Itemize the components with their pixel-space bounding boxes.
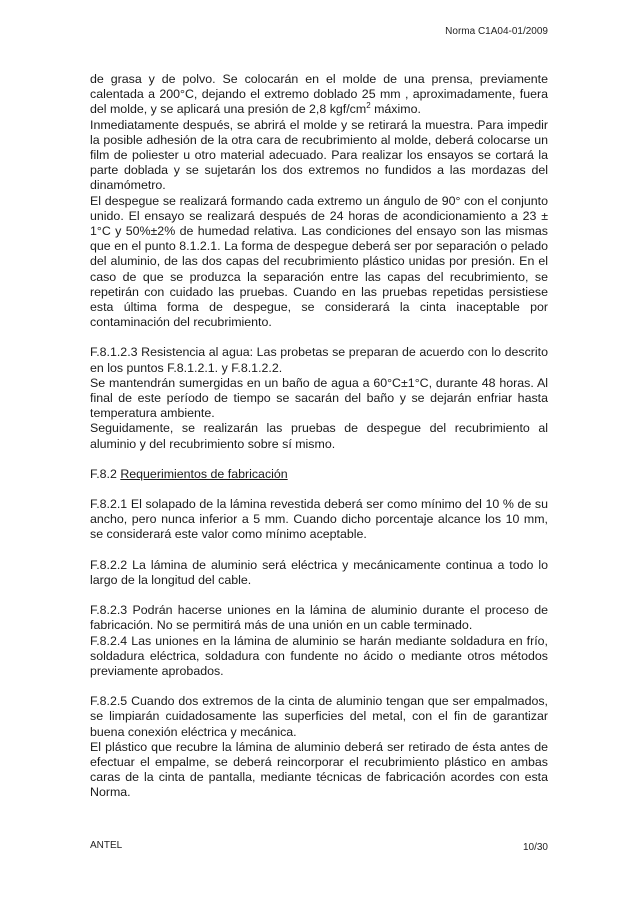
paragraph-text: máximo. <box>370 102 421 117</box>
paragraph-subsequent-tests: Seguidamente, se realizarán las pruebas de despegue del recubrimiento al aluminio y del recubrimiento sobre sí mismo. <box>90 421 548 451</box>
footer-organization: ANTEL <box>90 840 123 851</box>
section-title: Requerimientos de fabricación <box>120 466 288 481</box>
paragraph-open-mold: Inmediatamente después, se abrirá el molde y se retirará la muestra. Para impedir la posible adhesión de la otra cara de recubrimiento al molde, deberá colocarse un film de poliester u otro material adecuado. Para realizar los ensayos se cortará la parte doblada y se sujetarán los dos extremos no fundidos a las mordazas del dinamómetro. <box>90 117 548 193</box>
paragraph-f821: F.8.2.1 El solapado de la lámina revestida deberá ser como mínimo del 10 % de su ancho, pero nunca inferior a 5 mm. Cuando dicho porcentaje alcance los 10 mm, se considerará este valor como mínimo aceptable. <box>90 497 548 542</box>
paragraph-submerged: Se mantendrán sumergidas en un baño de agua a 60°C±1°C, durante 48 horas. Al final de este período de tiempo se sacarán del baño y se dejarán enfriar hasta temperatura ambiente. <box>90 375 548 421</box>
section-number: F.8.2 <box>90 466 121 481</box>
paragraph-f825: F.8.2.5 Cuando dos extremos de la cinta de aluminio tengan que ser empalmados, se limpiarán cuidadosamente las superficies del metal, con el fin de garantizar buena conexión eléctrica y mecánica. <box>90 694 548 739</box>
paragraph-text: de grasa y de polvo. Se colocarán en el molde de una prensa, previamente calentada a 200°C, dejando el extremo doblado 25 mm , aproximadamente, fuera del molde, y se aplicará una presión de 2,8 kgf/cm <box>90 72 548 117</box>
paragraph-molding <box>90 72 548 118</box>
paragraph-f823: F.8.2.3 Podrán hacerse uniones en la lámina de aluminio durante el proceso de fabricación. No se permitirá más de una unión en un cable terminado. <box>90 603 548 633</box>
page-number: 10/30 <box>522 842 548 853</box>
section-heading-f82 <box>90 467 548 482</box>
document-body <box>90 72 548 801</box>
paragraph-f822: F.8.2.2 La lámina de aluminio será eléctrica y mecánicamente continua a todo lo largo de la longitud del cable. <box>90 557 548 587</box>
paragraph-f824: F.8.2.4 Las uniones en la lámina de aluminio se harán mediante soldadura en frío, soldadura eléctrica, soldadura con fundente no ácido o mediante otros métodos previamente aprobados. <box>90 633 548 678</box>
document-norm-header: Norma C1A04-01/2009 <box>445 26 548 37</box>
paragraph-plastic-removal: El plástico que recubre la lámina de aluminio deberá ser retirado de ésta antes de efectuar el empalme, se deberá reincorporar el recubrimiento plástico en ambas caras de la cinta de pantalla, mediante técnicas de fabricación acordes con esta Norma. <box>90 739 548 800</box>
paragraph-peel-test: El despegue se realizará formando cada extremo un ángulo de 90° con el conjunto unido. El ensayo se realizará después de 24 horas de acondicionamiento a 23 ± 1°C y 50%±2% de humedad relativa. Las condiciones del ensayo son las mismas que en el punto 8.1.2.1. La forma de despegue deberá ser por separación o pelado del aluminio, de las dos capas del recubrimiento plástico unidas por presión. En el caso de que se produzca la separación entre las capas del recubrimiento, se repetirán con cuidado las pruebas. Cuando en las pruebas repetidas persistiese esta última forma de despegue, se considerará la cinta inaceptable por contaminación del recubrimiento. <box>90 193 548 330</box>
paragraph-water-resistance: F.8.1.2.3 Resistencia al agua: Las probetas se preparan de acuerdo con lo descrito en los puntos F.8.1.2.1. y F.8.1.2.2. <box>90 345 548 375</box>
superscript-2: 2 <box>366 101 371 111</box>
